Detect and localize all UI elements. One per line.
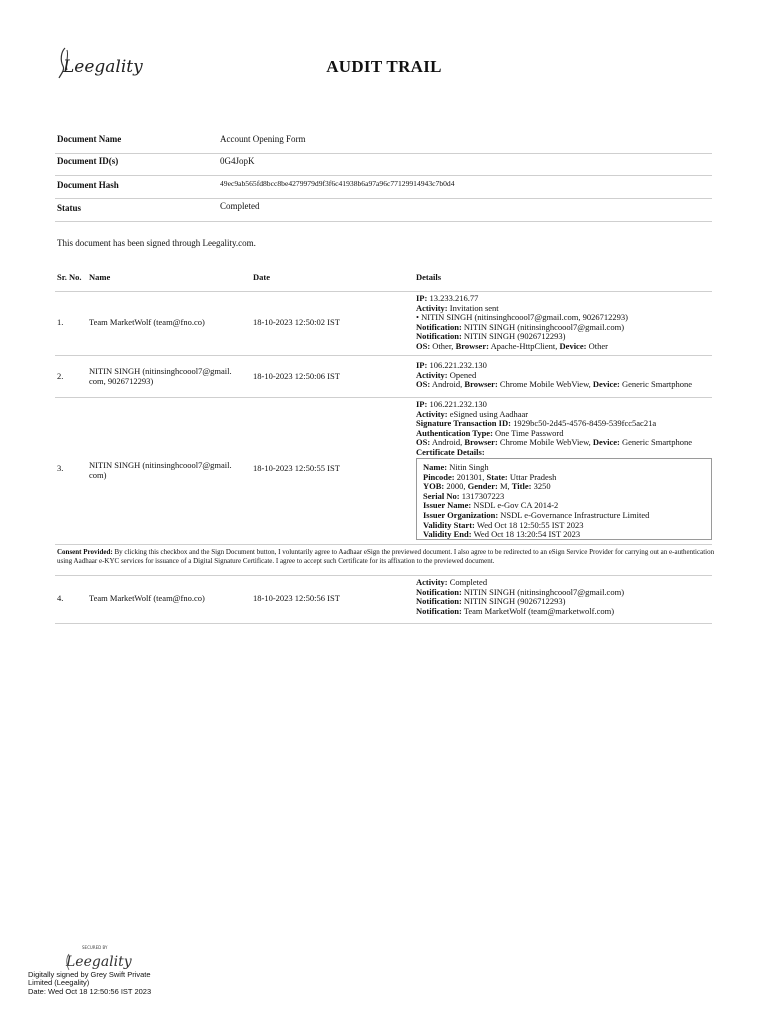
col-header-name: Name (89, 272, 111, 282)
os-value: Android, (431, 379, 463, 390)
secured-by-text: SECURED BY (82, 945, 108, 950)
activity-value: eSigned using Aadhaar (449, 408, 529, 419)
divider (55, 544, 712, 545)
activity-value: Completed (449, 577, 488, 587)
certificate-box (416, 458, 712, 540)
os-label: OS: (416, 379, 431, 390)
ip-value: 13.233.216.77 (429, 293, 479, 303)
invitee-bullet: • NITIN SINGH (nitinsinghcoool7@gmail.com, 9026712293) (416, 312, 628, 323)
os-label: OS: (416, 437, 431, 448)
document-hash-label: Document Hash (57, 180, 119, 190)
auth-type-value: One Time Password (495, 427, 564, 438)
name-line: NITIN SINGH (nitinsinghcoool7@gmail. (89, 366, 232, 376)
cert-org-value: NSDL e-Governance Infrastructure Limited (500, 509, 650, 520)
cert-org-label: Issuer Organization: (423, 509, 499, 520)
device-label: Device: (559, 340, 587, 351)
consent-label: Consent Provided: (57, 548, 113, 556)
divider (55, 355, 712, 356)
page-title: AUDIT TRAIL (326, 57, 442, 76)
device-value: Other (588, 340, 608, 351)
row-3-date: 18-10-2023 12:50:55 IST (253, 463, 340, 473)
browser-value: Chrome Mobile WebView, (499, 437, 591, 448)
ip-value: 106.221.232.130 (429, 399, 487, 409)
signature-id-value: 1929bc50-2d45-4576-8459-539fcc5ac21a (513, 418, 657, 429)
activity-label: Activity: (416, 302, 448, 313)
signature-date: Date: Wed Oct 18 12:50:56 IST 2023 (28, 986, 152, 996)
divider (55, 623, 712, 624)
cert-issuer-label: Issuer Name: (423, 500, 472, 511)
row-3-name (89, 460, 232, 480)
notification-value: NITIN SINGH (9026712293) (463, 596, 566, 607)
cert-title-value: 3250 (533, 481, 551, 492)
activity-value: Opened (449, 369, 477, 380)
cert-validity-end-value: Wed Oct 18 13:20:54 IST 2023 (473, 529, 581, 540)
cert-validity-start-value: Wed Oct 18 12:50:55 IST 2023 (476, 519, 584, 530)
row-2-date: 18-10-2023 12:50:06 IST (253, 371, 340, 381)
device-label: Device: (592, 437, 620, 448)
col-header-details: Details (416, 272, 442, 282)
document-id-row (55, 153, 712, 176)
ip-label: IP: (416, 360, 428, 370)
browser-label: Browser: (455, 340, 489, 351)
row-4-date: 18-10-2023 12:50:56 IST (253, 593, 340, 603)
document-name-value: Account Opening Form (220, 134, 306, 144)
cert-name-label: Name: (423, 462, 448, 472)
cert-yob-label: YOB: (423, 481, 445, 492)
row-1-details (416, 294, 716, 352)
device-value: Generic Smartphone (621, 437, 693, 448)
ip-label: IP: (416, 399, 428, 409)
cert-serial-label: Serial No: (423, 490, 460, 501)
browser-label: Browser: (464, 437, 498, 448)
notification-label: Notification: (416, 331, 462, 342)
document-name-row (55, 129, 712, 154)
cert-pincode-label: Pincode: (423, 471, 455, 482)
notification-label: Notification: (416, 605, 462, 616)
notification-value: NITIN SINGH (nitinsinghcoool7@gmail.com) (463, 586, 625, 597)
ip-value: 106.221.232.130 (429, 360, 487, 370)
device-label: Device: (592, 379, 620, 390)
row-2-details (416, 361, 716, 390)
cert-gender-value: M, (499, 481, 510, 492)
activity-label: Activity: (416, 577, 448, 587)
row-4-name: Team MarketWolf (team@fno.co) (89, 593, 205, 603)
intro-text: This document has been signed through Leegality.com. (57, 238, 256, 248)
notification-value: NITIN SINGH (nitinsinghcoool7@gmail.com) (463, 321, 625, 332)
signature-id-label: Signature Transaction ID: (416, 418, 511, 429)
row-4-details (416, 578, 716, 616)
consent-text (57, 548, 717, 566)
notification-label: Notification: (416, 596, 462, 607)
cert-yob-value: 2000, (446, 481, 466, 492)
cert-state-label: State: (486, 471, 508, 482)
certificate-heading: Certificate Details: (416, 446, 485, 457)
browser-value: Chrome Mobile WebView, (499, 379, 591, 390)
status-value: Completed (220, 201, 260, 211)
logo-text: Leegality (63, 57, 143, 77)
row-1-date: 18-10-2023 12:50:02 IST (253, 317, 340, 327)
notification-label: Notification: (416, 321, 462, 332)
device-value: Generic Smartphone (621, 379, 693, 390)
col-header-sr: Sr. No. (57, 272, 82, 282)
notification-value: Team MarketWolf (team@marketwolf.com) (463, 605, 615, 616)
name-line: NITIN SINGH (nitinsinghcoool7@gmail. (89, 460, 232, 470)
row-3-details (416, 400, 716, 458)
document-id-value: 0G4JopK (220, 156, 255, 166)
activity-label: Activity: (416, 408, 448, 419)
os-value: Other, (432, 340, 454, 351)
row-2-sr: 2. (57, 371, 64, 381)
cert-issuer-value: NSDL e-Gov CA 2014-2 (473, 500, 559, 511)
browser-value: Apache-HttpClient, (490, 340, 558, 351)
os-label: OS: (416, 340, 431, 351)
cert-gender-label: Gender: (467, 481, 498, 492)
row-3-sr: 3. (57, 463, 64, 473)
cert-name-value: Nitin Singh (449, 462, 489, 472)
notification-label: Notification: (416, 586, 462, 597)
name-line: com) (89, 470, 107, 480)
digital-signature-text (28, 971, 168, 996)
row-1-sr: 1. (57, 317, 64, 327)
row-1-name: Team MarketWolf (team@fno.co) (89, 317, 205, 327)
row-2-name (89, 366, 232, 386)
activity-value: Invitation sent (449, 302, 499, 313)
document-hash-value: 49ec9ab565fd8bcc8be4279979d9f3f6c41938b6a97a96c77129914943c7b0d4 (220, 179, 455, 188)
seal-logo-text: Leegality (66, 954, 132, 970)
ip-label: IP: (416, 293, 428, 303)
os-value: Android, (431, 437, 463, 448)
cert-pincode-value: 201301, (456, 471, 485, 482)
document-id-label: Document ID(s) (57, 156, 119, 166)
name-line: com, 9026712293) (89, 376, 154, 386)
auth-type-label: Authentication Type: (416, 427, 493, 438)
cert-state-value: Uttar Pradesh (509, 471, 557, 482)
document-hash-row (55, 175, 712, 199)
cert-validity-end-label: Validity End: (423, 529, 472, 540)
status-label: Status (57, 203, 82, 213)
cert-serial-value: 1317307223 (461, 490, 505, 501)
consent-body: By clicking this checkbox and the Sign Document button, I voluntarily agree to Aadhaar eSign the previewed document. I also agree to be redirected to an eSign Service Provider for carrying out an e-authentication using Aadhaar e-KYC services for issuance of a Digital Signature Certificate. I agree to accept such Certificate for its affixation to the previewed document. (57, 548, 715, 566)
browser-label: Browser: (464, 379, 498, 390)
status-row (55, 198, 712, 222)
divider (55, 291, 712, 292)
divider (55, 397, 712, 398)
document-name-label: Document Name (57, 134, 122, 144)
row-4-sr: 4. (57, 593, 64, 603)
divider (55, 575, 712, 576)
cert-title-label: Title: (511, 481, 532, 492)
signature-line: Digitally signed by Grey Swift Private (28, 970, 151, 979)
col-header-date: Date (253, 272, 270, 282)
activity-label: Activity: (416, 369, 448, 380)
signature-line: Limited (Leegality) (28, 978, 90, 988)
notification-value: NITIN SINGH (9026712293) (463, 331, 566, 342)
cert-validity-start-label: Validity Start: (423, 519, 475, 530)
